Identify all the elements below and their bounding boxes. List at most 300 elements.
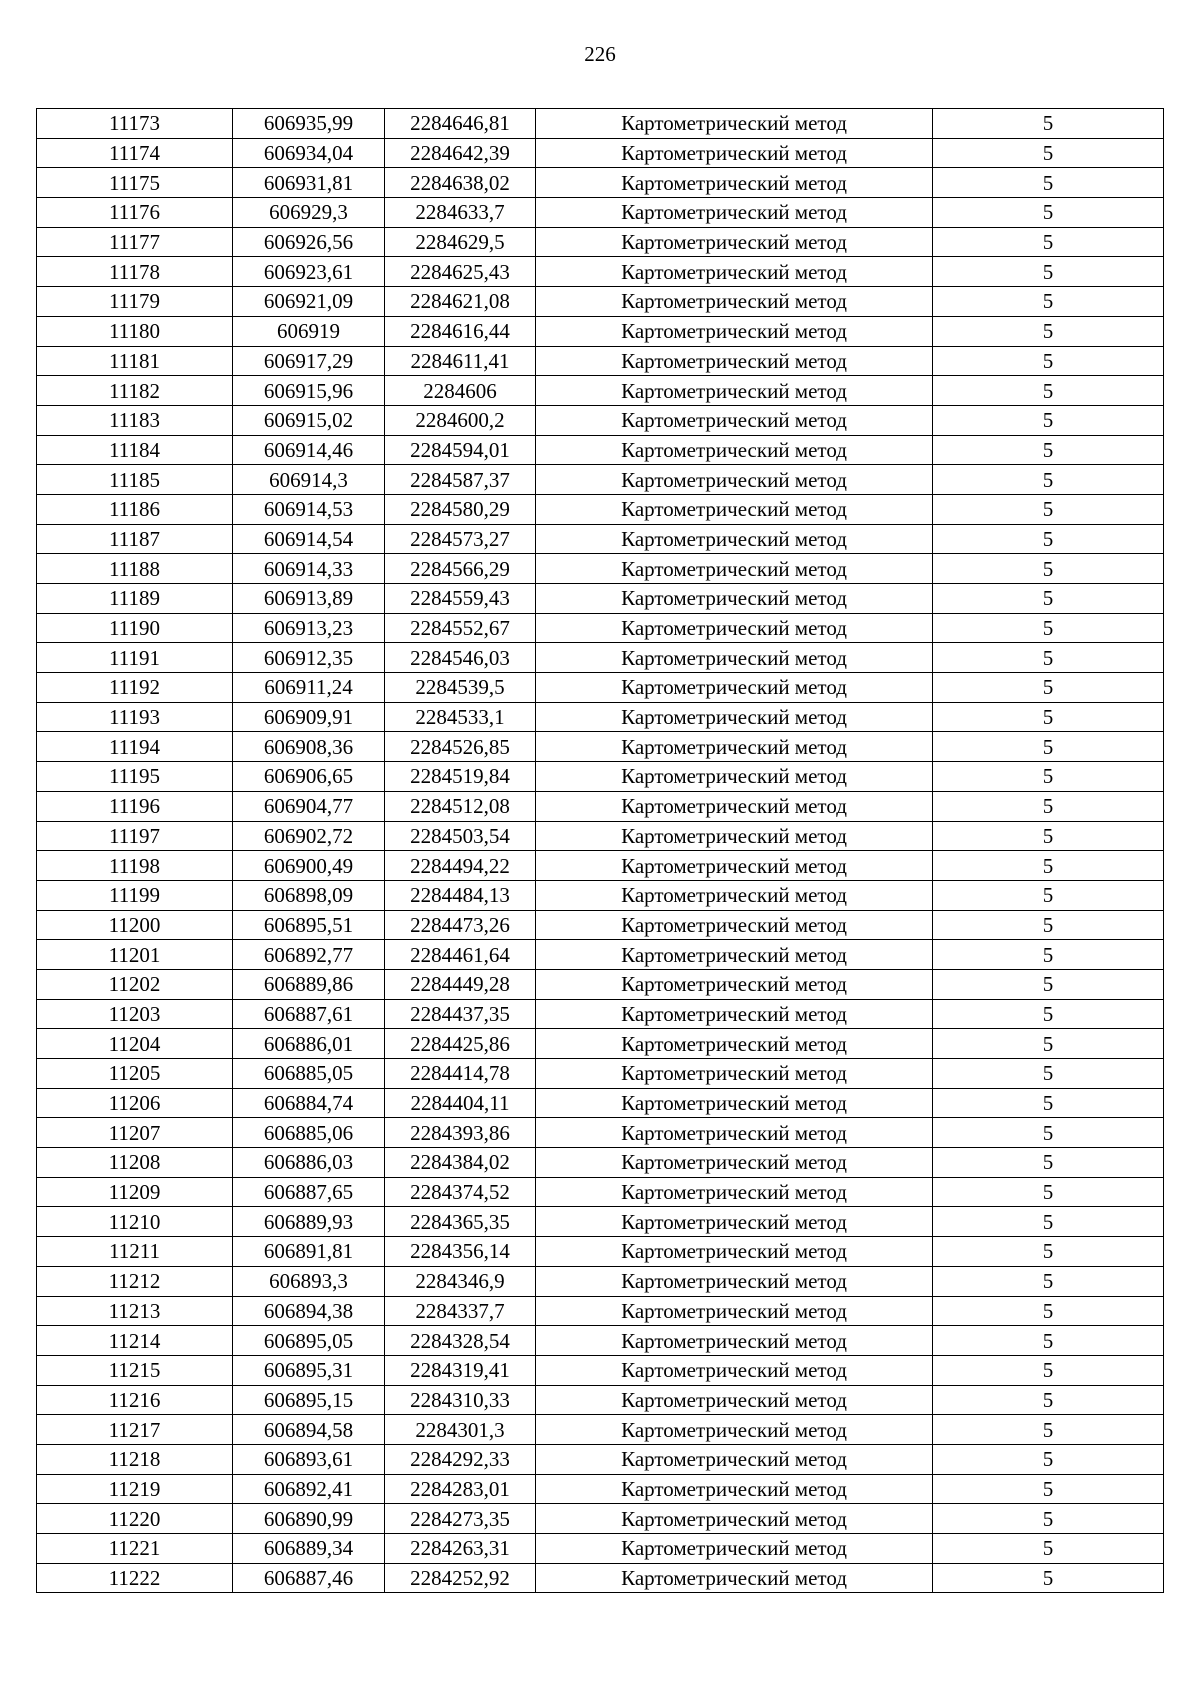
method-cell: Картометрический метод <box>536 1326 933 1356</box>
accuracy-cell: 5 <box>933 227 1164 257</box>
x-coordinate-cell: 606889,86 <box>233 969 385 999</box>
point-number-cell: 11191 <box>37 643 233 673</box>
accuracy-cell: 5 <box>933 880 1164 910</box>
table-row <box>37 435 1164 465</box>
x-coordinate-cell: 606935,99 <box>233 109 385 139</box>
x-coordinate-cell: 606884,74 <box>233 1088 385 1118</box>
accuracy-cell: 5 <box>933 1355 1164 1385</box>
point-number-cell: 11182 <box>37 376 233 406</box>
accuracy-cell: 5 <box>933 316 1164 346</box>
y-coordinate-cell: 2284301,3 <box>385 1415 536 1445</box>
method-cell: Картометрический метод <box>536 613 933 643</box>
table-row <box>37 1207 1164 1237</box>
method-cell: Картометрический метод <box>536 1415 933 1445</box>
y-coordinate-cell: 2284512,08 <box>385 791 536 821</box>
x-coordinate-cell: 606885,06 <box>233 1118 385 1148</box>
point-number-cell: 11175 <box>37 168 233 198</box>
y-coordinate-cell: 2284437,35 <box>385 999 536 1029</box>
table-row <box>37 821 1164 851</box>
accuracy-cell: 5 <box>933 910 1164 940</box>
table-row <box>37 1474 1164 1504</box>
point-number-cell: 11184 <box>37 435 233 465</box>
table-row <box>37 1563 1164 1593</box>
method-cell: Картометрический метод <box>536 376 933 406</box>
accuracy-cell: 5 <box>933 465 1164 495</box>
method-cell: Картометрический метод <box>536 643 933 673</box>
x-coordinate-cell: 606887,65 <box>233 1177 385 1207</box>
y-coordinate-cell: 2284356,14 <box>385 1237 536 1267</box>
method-cell: Картометрический метод <box>536 1088 933 1118</box>
method-cell: Картометрический метод <box>536 494 933 524</box>
x-coordinate-cell: 606913,89 <box>233 584 385 614</box>
y-coordinate-cell: 2284629,5 <box>385 227 536 257</box>
point-number-cell: 11221 <box>37 1534 233 1564</box>
accuracy-cell: 5 <box>933 1029 1164 1059</box>
point-number-cell: 11207 <box>37 1118 233 1148</box>
y-coordinate-cell: 2284263,31 <box>385 1534 536 1564</box>
table-row <box>37 1385 1164 1415</box>
y-coordinate-cell: 2284646,81 <box>385 109 536 139</box>
point-number-cell: 11208 <box>37 1148 233 1178</box>
point-number-cell: 11199 <box>37 880 233 910</box>
table-row <box>37 1504 1164 1534</box>
y-coordinate-cell: 2284606 <box>385 376 536 406</box>
point-number-cell: 11193 <box>37 702 233 732</box>
y-coordinate-cell: 2284580,29 <box>385 494 536 524</box>
point-number-cell: 11214 <box>37 1326 233 1356</box>
x-coordinate-cell: 606890,99 <box>233 1504 385 1534</box>
table-row <box>37 1177 1164 1207</box>
method-cell: Картометрический метод <box>536 1237 933 1267</box>
x-coordinate-cell: 606923,61 <box>233 257 385 287</box>
table-row <box>37 732 1164 762</box>
y-coordinate-cell: 2284526,85 <box>385 732 536 762</box>
x-coordinate-cell: 606908,36 <box>233 732 385 762</box>
method-cell: Картометрический метод <box>536 791 933 821</box>
point-number-cell: 11177 <box>37 227 233 257</box>
y-coordinate-cell: 2284393,86 <box>385 1118 536 1148</box>
method-cell: Картометрический метод <box>536 584 933 614</box>
point-number-cell: 11203 <box>37 999 233 1029</box>
accuracy-cell: 5 <box>933 494 1164 524</box>
table-row <box>37 702 1164 732</box>
method-cell: Картометрический метод <box>536 316 933 346</box>
point-number-cell: 11181 <box>37 346 233 376</box>
point-number-cell: 11178 <box>37 257 233 287</box>
method-cell: Картометрический метод <box>536 702 933 732</box>
x-coordinate-cell: 606913,23 <box>233 613 385 643</box>
point-number-cell: 11173 <box>37 109 233 139</box>
point-number-cell: 11189 <box>37 584 233 614</box>
point-number-cell: 11196 <box>37 791 233 821</box>
method-cell: Картометрический метод <box>536 1385 933 1415</box>
table-row <box>37 851 1164 881</box>
table-row <box>37 584 1164 614</box>
point-number-cell: 11210 <box>37 1207 233 1237</box>
method-cell: Картометрический метод <box>536 1266 933 1296</box>
y-coordinate-cell: 2284414,78 <box>385 1059 536 1089</box>
method-cell: Картометрический метод <box>536 1177 933 1207</box>
method-cell: Картометрический метод <box>536 1444 933 1474</box>
accuracy-cell: 5 <box>933 791 1164 821</box>
method-cell: Картометрический метод <box>536 762 933 792</box>
y-coordinate-cell: 2284539,5 <box>385 673 536 703</box>
point-number-cell: 11211 <box>37 1237 233 1267</box>
point-number-cell: 11212 <box>37 1266 233 1296</box>
y-coordinate-cell: 2284273,35 <box>385 1504 536 1534</box>
table-row <box>37 227 1164 257</box>
table-row <box>37 1266 1164 1296</box>
table-row <box>37 1088 1164 1118</box>
x-coordinate-cell: 606900,49 <box>233 851 385 881</box>
x-coordinate-cell: 606893,61 <box>233 1444 385 1474</box>
accuracy-cell: 5 <box>933 851 1164 881</box>
table-row <box>37 494 1164 524</box>
accuracy-cell: 5 <box>933 1504 1164 1534</box>
method-cell: Картометрический метод <box>536 198 933 228</box>
point-number-cell: 11219 <box>37 1474 233 1504</box>
point-number-cell: 11192 <box>37 673 233 703</box>
x-coordinate-cell: 606914,53 <box>233 494 385 524</box>
table-row <box>37 168 1164 198</box>
y-coordinate-cell: 2284425,86 <box>385 1029 536 1059</box>
table-row <box>37 287 1164 317</box>
x-coordinate-cell: 606921,09 <box>233 287 385 317</box>
x-coordinate-cell: 606911,24 <box>233 673 385 703</box>
table-row <box>37 405 1164 435</box>
accuracy-cell: 5 <box>933 821 1164 851</box>
y-coordinate-cell: 2284346,9 <box>385 1266 536 1296</box>
x-coordinate-cell: 606914,33 <box>233 554 385 584</box>
y-coordinate-cell: 2284616,44 <box>385 316 536 346</box>
accuracy-cell: 5 <box>933 287 1164 317</box>
method-cell: Картометрический метод <box>536 524 933 554</box>
method-cell: Картометрический метод <box>536 554 933 584</box>
y-coordinate-cell: 2284384,02 <box>385 1148 536 1178</box>
table-row <box>37 1415 1164 1445</box>
accuracy-cell: 5 <box>933 1385 1164 1415</box>
x-coordinate-cell: 606892,77 <box>233 940 385 970</box>
page-number: 226 <box>584 42 616 66</box>
method-cell: Картометрический метод <box>536 109 933 139</box>
point-number-cell: 11206 <box>37 1088 233 1118</box>
x-coordinate-cell: 606912,35 <box>233 643 385 673</box>
point-number-cell: 11200 <box>37 910 233 940</box>
x-coordinate-cell: 606917,29 <box>233 346 385 376</box>
table-row <box>37 257 1164 287</box>
method-cell: Картометрический метод <box>536 1504 933 1534</box>
method-cell: Картометрический метод <box>536 1474 933 1504</box>
method-cell: Картометрический метод <box>536 851 933 881</box>
table-row <box>37 1534 1164 1564</box>
method-cell: Картометрический метод <box>536 1296 933 1326</box>
method-cell: Картометрический метод <box>536 465 933 495</box>
x-coordinate-cell: 606886,01 <box>233 1029 385 1059</box>
y-coordinate-cell: 2284594,01 <box>385 435 536 465</box>
point-number-cell: 11216 <box>37 1385 233 1415</box>
x-coordinate-cell: 606931,81 <box>233 168 385 198</box>
method-cell: Картометрический метод <box>536 732 933 762</box>
x-coordinate-cell: 606895,05 <box>233 1326 385 1356</box>
y-coordinate-cell: 2284519,84 <box>385 762 536 792</box>
accuracy-cell: 5 <box>933 1444 1164 1474</box>
y-coordinate-cell: 2284365,35 <box>385 1207 536 1237</box>
method-cell: Картометрический метод <box>536 1355 933 1385</box>
x-coordinate-cell: 606898,09 <box>233 880 385 910</box>
accuracy-cell: 5 <box>933 1474 1164 1504</box>
point-number-cell: 11190 <box>37 613 233 643</box>
method-cell: Картометрический метод <box>536 257 933 287</box>
x-coordinate-cell: 606906,65 <box>233 762 385 792</box>
table-row <box>37 880 1164 910</box>
table-row <box>37 791 1164 821</box>
point-number-cell: 11187 <box>37 524 233 554</box>
table-row <box>37 198 1164 228</box>
x-coordinate-cell: 606904,77 <box>233 791 385 821</box>
point-number-cell: 11198 <box>37 851 233 881</box>
y-coordinate-cell: 2284404,11 <box>385 1088 536 1118</box>
table-row <box>37 1296 1164 1326</box>
accuracy-cell: 5 <box>933 1059 1164 1089</box>
point-number-cell: 11213 <box>37 1296 233 1326</box>
table-row <box>37 969 1164 999</box>
point-number-cell: 11209 <box>37 1177 233 1207</box>
point-number-cell: 11205 <box>37 1059 233 1089</box>
method-cell: Картометрический метод <box>536 969 933 999</box>
accuracy-cell: 5 <box>933 643 1164 673</box>
method-cell: Картометрический метод <box>536 1148 933 1178</box>
method-cell: Картометрический метод <box>536 940 933 970</box>
accuracy-cell: 5 <box>933 999 1164 1029</box>
x-coordinate-cell: 606894,58 <box>233 1415 385 1445</box>
y-coordinate-cell: 2284611,41 <box>385 346 536 376</box>
y-coordinate-cell: 2284552,67 <box>385 613 536 643</box>
y-coordinate-cell: 2284310,33 <box>385 1385 536 1415</box>
y-coordinate-cell: 2284292,33 <box>385 1444 536 1474</box>
x-coordinate-cell: 606886,03 <box>233 1148 385 1178</box>
x-coordinate-cell: 606895,31 <box>233 1355 385 1385</box>
method-cell: Картометрический метод <box>536 1059 933 1089</box>
x-coordinate-cell: 606915,96 <box>233 376 385 406</box>
accuracy-cell: 5 <box>933 1415 1164 1445</box>
accuracy-cell: 5 <box>933 940 1164 970</box>
x-coordinate-cell: 606892,41 <box>233 1474 385 1504</box>
x-coordinate-cell: 606894,38 <box>233 1296 385 1326</box>
table-row <box>37 524 1164 554</box>
accuracy-cell: 5 <box>933 1088 1164 1118</box>
method-cell: Картометрический метод <box>536 999 933 1029</box>
y-coordinate-cell: 2284573,27 <box>385 524 536 554</box>
method-cell: Картометрический метод <box>536 910 933 940</box>
x-coordinate-cell: 606889,34 <box>233 1534 385 1564</box>
method-cell: Картометрический метод <box>536 1534 933 1564</box>
table-row <box>37 643 1164 673</box>
x-coordinate-cell: 606926,56 <box>233 227 385 257</box>
y-coordinate-cell: 2284642,39 <box>385 138 536 168</box>
y-coordinate-cell: 2284587,37 <box>385 465 536 495</box>
x-coordinate-cell: 606914,54 <box>233 524 385 554</box>
x-coordinate-cell: 606915,02 <box>233 405 385 435</box>
table-row <box>37 910 1164 940</box>
y-coordinate-cell: 2284252,92 <box>385 1563 536 1593</box>
method-cell: Картометрический метод <box>536 1118 933 1148</box>
table-row <box>37 613 1164 643</box>
accuracy-cell: 5 <box>933 1177 1164 1207</box>
y-coordinate-cell: 2284319,41 <box>385 1355 536 1385</box>
point-number-cell: 11185 <box>37 465 233 495</box>
method-cell: Картометрический метод <box>536 227 933 257</box>
accuracy-cell: 5 <box>933 198 1164 228</box>
x-coordinate-cell: 606895,51 <box>233 910 385 940</box>
accuracy-cell: 5 <box>933 346 1164 376</box>
accuracy-cell: 5 <box>933 1534 1164 1564</box>
accuracy-cell: 5 <box>933 376 1164 406</box>
x-coordinate-cell: 606909,91 <box>233 702 385 732</box>
y-coordinate-cell: 2284600,2 <box>385 405 536 435</box>
accuracy-cell: 5 <box>933 1207 1164 1237</box>
table-row <box>37 465 1164 495</box>
method-cell: Картометрический метод <box>536 405 933 435</box>
x-coordinate-cell: 606914,46 <box>233 435 385 465</box>
method-cell: Картометрический метод <box>536 821 933 851</box>
y-coordinate-cell: 2284449,28 <box>385 969 536 999</box>
accuracy-cell: 5 <box>933 257 1164 287</box>
accuracy-cell: 5 <box>933 702 1164 732</box>
x-coordinate-cell: 606893,3 <box>233 1266 385 1296</box>
y-coordinate-cell: 2284566,29 <box>385 554 536 584</box>
table-row <box>37 1148 1164 1178</box>
y-coordinate-cell: 2284546,03 <box>385 643 536 673</box>
point-number-cell: 11218 <box>37 1444 233 1474</box>
point-number-cell: 11183 <box>37 405 233 435</box>
method-cell: Картометрический метод <box>536 673 933 703</box>
table-row <box>37 673 1164 703</box>
table-row <box>37 1444 1164 1474</box>
table-row <box>37 1326 1164 1356</box>
accuracy-cell: 5 <box>933 1237 1164 1267</box>
accuracy-cell: 5 <box>933 1326 1164 1356</box>
table-row <box>37 554 1164 584</box>
x-coordinate-cell: 606889,93 <box>233 1207 385 1237</box>
point-number-cell: 11197 <box>37 821 233 851</box>
accuracy-cell: 5 <box>933 1266 1164 1296</box>
y-coordinate-cell: 2284473,26 <box>385 910 536 940</box>
table-body <box>37 109 1164 1593</box>
method-cell: Картометрический метод <box>536 435 933 465</box>
method-cell: Картометрический метод <box>536 287 933 317</box>
accuracy-cell: 5 <box>933 524 1164 554</box>
table-row <box>37 138 1164 168</box>
point-number-cell: 11215 <box>37 1355 233 1385</box>
accuracy-cell: 5 <box>933 584 1164 614</box>
method-cell: Картометрический метод <box>536 138 933 168</box>
y-coordinate-cell: 2284625,43 <box>385 257 536 287</box>
point-number-cell: 11204 <box>37 1029 233 1059</box>
accuracy-cell: 5 <box>933 1296 1164 1326</box>
method-cell: Картометрический метод <box>536 880 933 910</box>
point-number-cell: 11222 <box>37 1563 233 1593</box>
y-coordinate-cell: 2284621,08 <box>385 287 536 317</box>
table-row <box>37 1029 1164 1059</box>
accuracy-cell: 5 <box>933 554 1164 584</box>
y-coordinate-cell: 2284533,1 <box>385 702 536 732</box>
point-number-cell: 11179 <box>37 287 233 317</box>
accuracy-cell: 5 <box>933 405 1164 435</box>
accuracy-cell: 5 <box>933 109 1164 139</box>
table-row <box>37 1059 1164 1089</box>
table-row <box>37 346 1164 376</box>
method-cell: Картометрический метод <box>536 1207 933 1237</box>
table-row <box>37 999 1164 1029</box>
coordinates-table <box>36 108 1164 1593</box>
method-cell: Картометрический метод <box>536 1563 933 1593</box>
method-cell: Картометрический метод <box>536 1029 933 1059</box>
table-row <box>37 762 1164 792</box>
accuracy-cell: 5 <box>933 1148 1164 1178</box>
x-coordinate-cell: 606902,72 <box>233 821 385 851</box>
y-coordinate-cell: 2284328,54 <box>385 1326 536 1356</box>
point-number-cell: 11176 <box>37 198 233 228</box>
accuracy-cell: 5 <box>933 969 1164 999</box>
point-number-cell: 11174 <box>37 138 233 168</box>
y-coordinate-cell: 2284484,13 <box>385 880 536 910</box>
x-coordinate-cell: 606887,61 <box>233 999 385 1029</box>
y-coordinate-cell: 2284559,43 <box>385 584 536 614</box>
accuracy-cell: 5 <box>933 435 1164 465</box>
point-number-cell: 11217 <box>37 1415 233 1445</box>
y-coordinate-cell: 2284494,22 <box>385 851 536 881</box>
table-row <box>37 940 1164 970</box>
table-row <box>37 1355 1164 1385</box>
accuracy-cell: 5 <box>933 138 1164 168</box>
point-number-cell: 11220 <box>37 1504 233 1534</box>
method-cell: Картометрический метод <box>536 346 933 376</box>
method-cell: Картометрический метод <box>536 168 933 198</box>
x-coordinate-cell: 606887,46 <box>233 1563 385 1593</box>
accuracy-cell: 5 <box>933 762 1164 792</box>
point-number-cell: 11188 <box>37 554 233 584</box>
point-number-cell: 11201 <box>37 940 233 970</box>
table-row <box>37 316 1164 346</box>
point-number-cell: 11194 <box>37 732 233 762</box>
x-coordinate-cell: 606885,05 <box>233 1059 385 1089</box>
accuracy-cell: 5 <box>933 1118 1164 1148</box>
table-row <box>37 376 1164 406</box>
y-coordinate-cell: 2284374,52 <box>385 1177 536 1207</box>
y-coordinate-cell: 2284633,7 <box>385 198 536 228</box>
point-number-cell: 11202 <box>37 969 233 999</box>
x-coordinate-cell: 606914,3 <box>233 465 385 495</box>
y-coordinate-cell: 2284461,64 <box>385 940 536 970</box>
x-coordinate-cell: 606891,81 <box>233 1237 385 1267</box>
x-coordinate-cell: 606919 <box>233 316 385 346</box>
point-number-cell: 11180 <box>37 316 233 346</box>
table-row <box>37 1118 1164 1148</box>
y-coordinate-cell: 2284638,02 <box>385 168 536 198</box>
x-coordinate-cell: 606895,15 <box>233 1385 385 1415</box>
y-coordinate-cell: 2284283,01 <box>385 1474 536 1504</box>
accuracy-cell: 5 <box>933 732 1164 762</box>
y-coordinate-cell: 2284503,54 <box>385 821 536 851</box>
x-coordinate-cell: 606934,04 <box>233 138 385 168</box>
accuracy-cell: 5 <box>933 613 1164 643</box>
accuracy-cell: 5 <box>933 168 1164 198</box>
accuracy-cell: 5 <box>933 673 1164 703</box>
accuracy-cell: 5 <box>933 1563 1164 1593</box>
table-row <box>37 1237 1164 1267</box>
x-coordinate-cell: 606929,3 <box>233 198 385 228</box>
table-row <box>37 109 1164 139</box>
